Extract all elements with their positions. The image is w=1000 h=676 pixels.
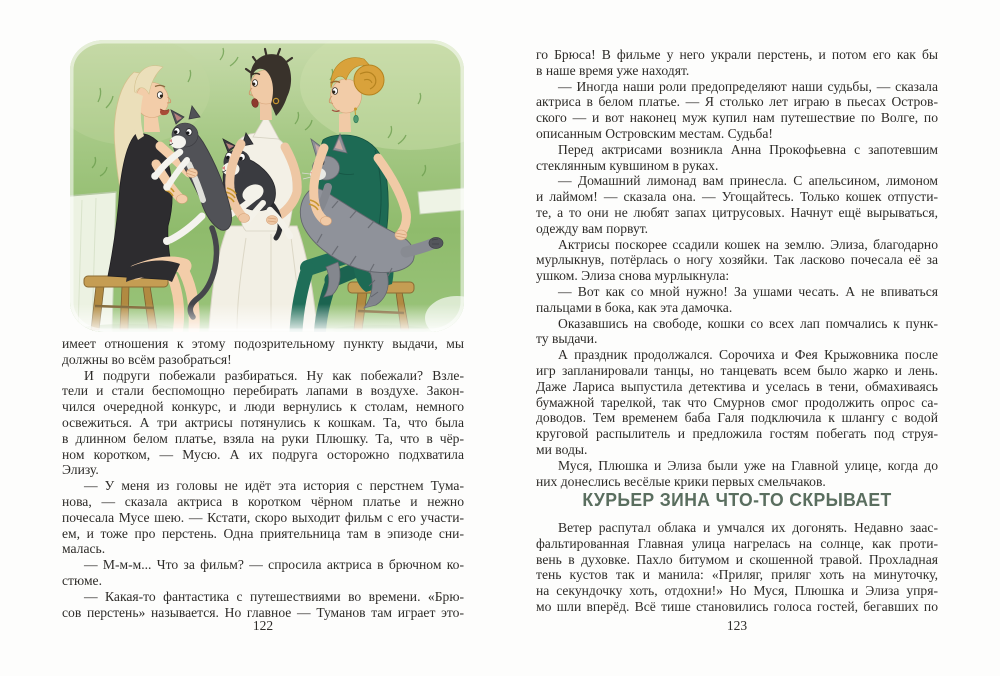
- text-line: на секундочку хоть, отдохни!» Но Муся, Плюшка и Элиза упря-: [536, 583, 938, 599]
- text-line: ского — и вот наконец муж купил нам путешествие по Волге, по: [536, 110, 938, 126]
- text-line: малась.: [62, 541, 106, 557]
- text-line: ном коротком, — Мусю. А их подруга осторожно подхватила: [62, 446, 464, 462]
- text-line: Оказавшись на свободе, кошки со всех лап помчались к пунк-: [558, 315, 938, 331]
- text-line: в длинном белом платье, взяла на руки Плюшку. Та, что в чёр-: [62, 430, 464, 446]
- text-line: круговой распылитель и предложила гостям побегать под струя-: [536, 426, 938, 442]
- page-number-right: 123: [726, 618, 748, 633]
- text-line: Ветер распутал облака и умчался их догонять. Недавно заас-: [558, 520, 938, 535]
- text-line: — М-м-м... Что за фильм? — спросила актриса в брючном ко-: [84, 557, 464, 573]
- text-line: Актрисы поскорее ссадили кошек на землю. Элиза, благодарно: [558, 236, 938, 252]
- illustration-container: [70, 40, 464, 331]
- text-line: почесала Мусе шею. — Кстати, скоро выходит фильм с его участи-: [62, 509, 464, 525]
- text-line: освежиться. А три актрисы потянулись к кошкам. Та, что была: [62, 414, 464, 430]
- table-right: [418, 188, 464, 214]
- text-line: — Какая-то фантастика с путешествиями во времени. «Брю-: [84, 588, 464, 604]
- text-line: доводов. Тем временем баба Галя подключила к шлангу с водой: [536, 410, 938, 426]
- text-line: стюме.: [62, 572, 102, 588]
- text-line: вень в духовке. Пахло битумом и скошенной травой. Прохладная: [536, 551, 938, 567]
- text-line: — Домашний лимонад вам принесла. С апельсином, лимоном: [558, 173, 938, 189]
- text-line: Элизу.: [62, 462, 99, 478]
- text-line: фальтированная Главная улица нагрелась на солнце, как проти-: [536, 535, 938, 551]
- text-line: тень кустов так и манила: «Приляг, приляг хоть на минуточку,: [536, 567, 938, 583]
- text-line: — Иногда наши роли предопределяют наши судьбы, — сказала: [558, 78, 938, 94]
- illustration-three-actresses-with-cats: [70, 40, 464, 332]
- text-line: — У меня из головы не идёт эта история с перстнем Тума-: [84, 478, 464, 494]
- right-page-text-column-upper: [536, 47, 938, 489]
- text-line: одежду вам порвут.: [536, 220, 649, 236]
- text-line: ушком. Элиза снова мурлыкнула:: [536, 268, 730, 284]
- page-number-left: 122: [252, 618, 274, 633]
- text-line: ем, и тоже про перстень. Одна приятельница там в эпизоде сни-: [62, 525, 464, 541]
- text-line: нова, — сказала актриса в коротком чёрном платье и нежно: [62, 493, 464, 509]
- text-line: пальцами в бока, как эта дамочка.: [536, 299, 733, 315]
- text-line: тели и стали беспомощно перебирать лапами в воздухе. Закон-: [62, 383, 464, 399]
- text-line: имеет отношения к этому подозрительному пункту выдачи, мы: [62, 336, 464, 351]
- right-page-text-column-lower: [536, 520, 938, 615]
- text-line: в наше время уже находят.: [536, 62, 690, 78]
- text-line: го Брюса! В фильме у него украли перстень, и потом его как бы: [536, 47, 938, 62]
- text-line: бумажной тарелкой, так что Смурнов смог продолжить опрос са-: [536, 394, 938, 410]
- text-line: должны во всём разобраться!: [62, 351, 232, 367]
- text-line: и лаймом! — сказала она. — Угощайтесь. Только кошек отпусти-: [536, 189, 938, 205]
- text-line: описанным Островским местам. Судьба!: [536, 125, 773, 141]
- text-line: актриса в белом платье. — Я столько лет играю в пьесах Остров-: [536, 94, 938, 110]
- text-line: Даже Лариса выпустила детектива и уселась в тени, обмахиваясь: [536, 378, 938, 394]
- left-page-text-column: [62, 336, 464, 620]
- text-line: чился очередной конкурс, и люди вернулись к столам, немного: [62, 399, 464, 415]
- text-line: сов перстень» называется. Но главное — Туманов там играет это-: [62, 604, 464, 620]
- text-line: них донеслись весёлые крики первых смельчаков.: [536, 473, 826, 489]
- text-line: стеклянным кувшином в руках.: [536, 157, 719, 173]
- text-line: — Вот как со мной нужно! За ушами чесать. А не впиваться: [558, 283, 938, 299]
- text-line: мурлыкнув, потёрлась о ногу хозяйки. Так ласково почесала её за: [536, 252, 938, 268]
- text-line: мо шли вперёд. Всё тише становились голоса гостей, бегавших по: [536, 598, 938, 614]
- text-line: игр запланировали танцы, но танцевать всем было жарко и лень.: [536, 362, 938, 378]
- text-line: И подруги побежали разбираться. Ну как побежали? Взле-: [84, 367, 464, 383]
- text-line: ми воды.: [536, 441, 588, 457]
- text-line: Муся, Плюшка и Элиза были уже на Главной улице, когда до: [558, 457, 938, 473]
- chapter-heading: КУРЬЕР ЗИНА ЧТО-ТО СКРЫВАЕТ: [582, 489, 892, 510]
- text-line: Перед актрисами возникла Анна Прокофьевна с запотевшим: [558, 141, 938, 157]
- text-line: ту выдачи.: [536, 331, 598, 347]
- text-line: А праздник продолжался. Сорочиха и Фея Крыжовника после: [558, 347, 938, 363]
- text-line: те, а то они не любят запах цитрусовых. Начнут ещё вырываться,: [536, 204, 938, 220]
